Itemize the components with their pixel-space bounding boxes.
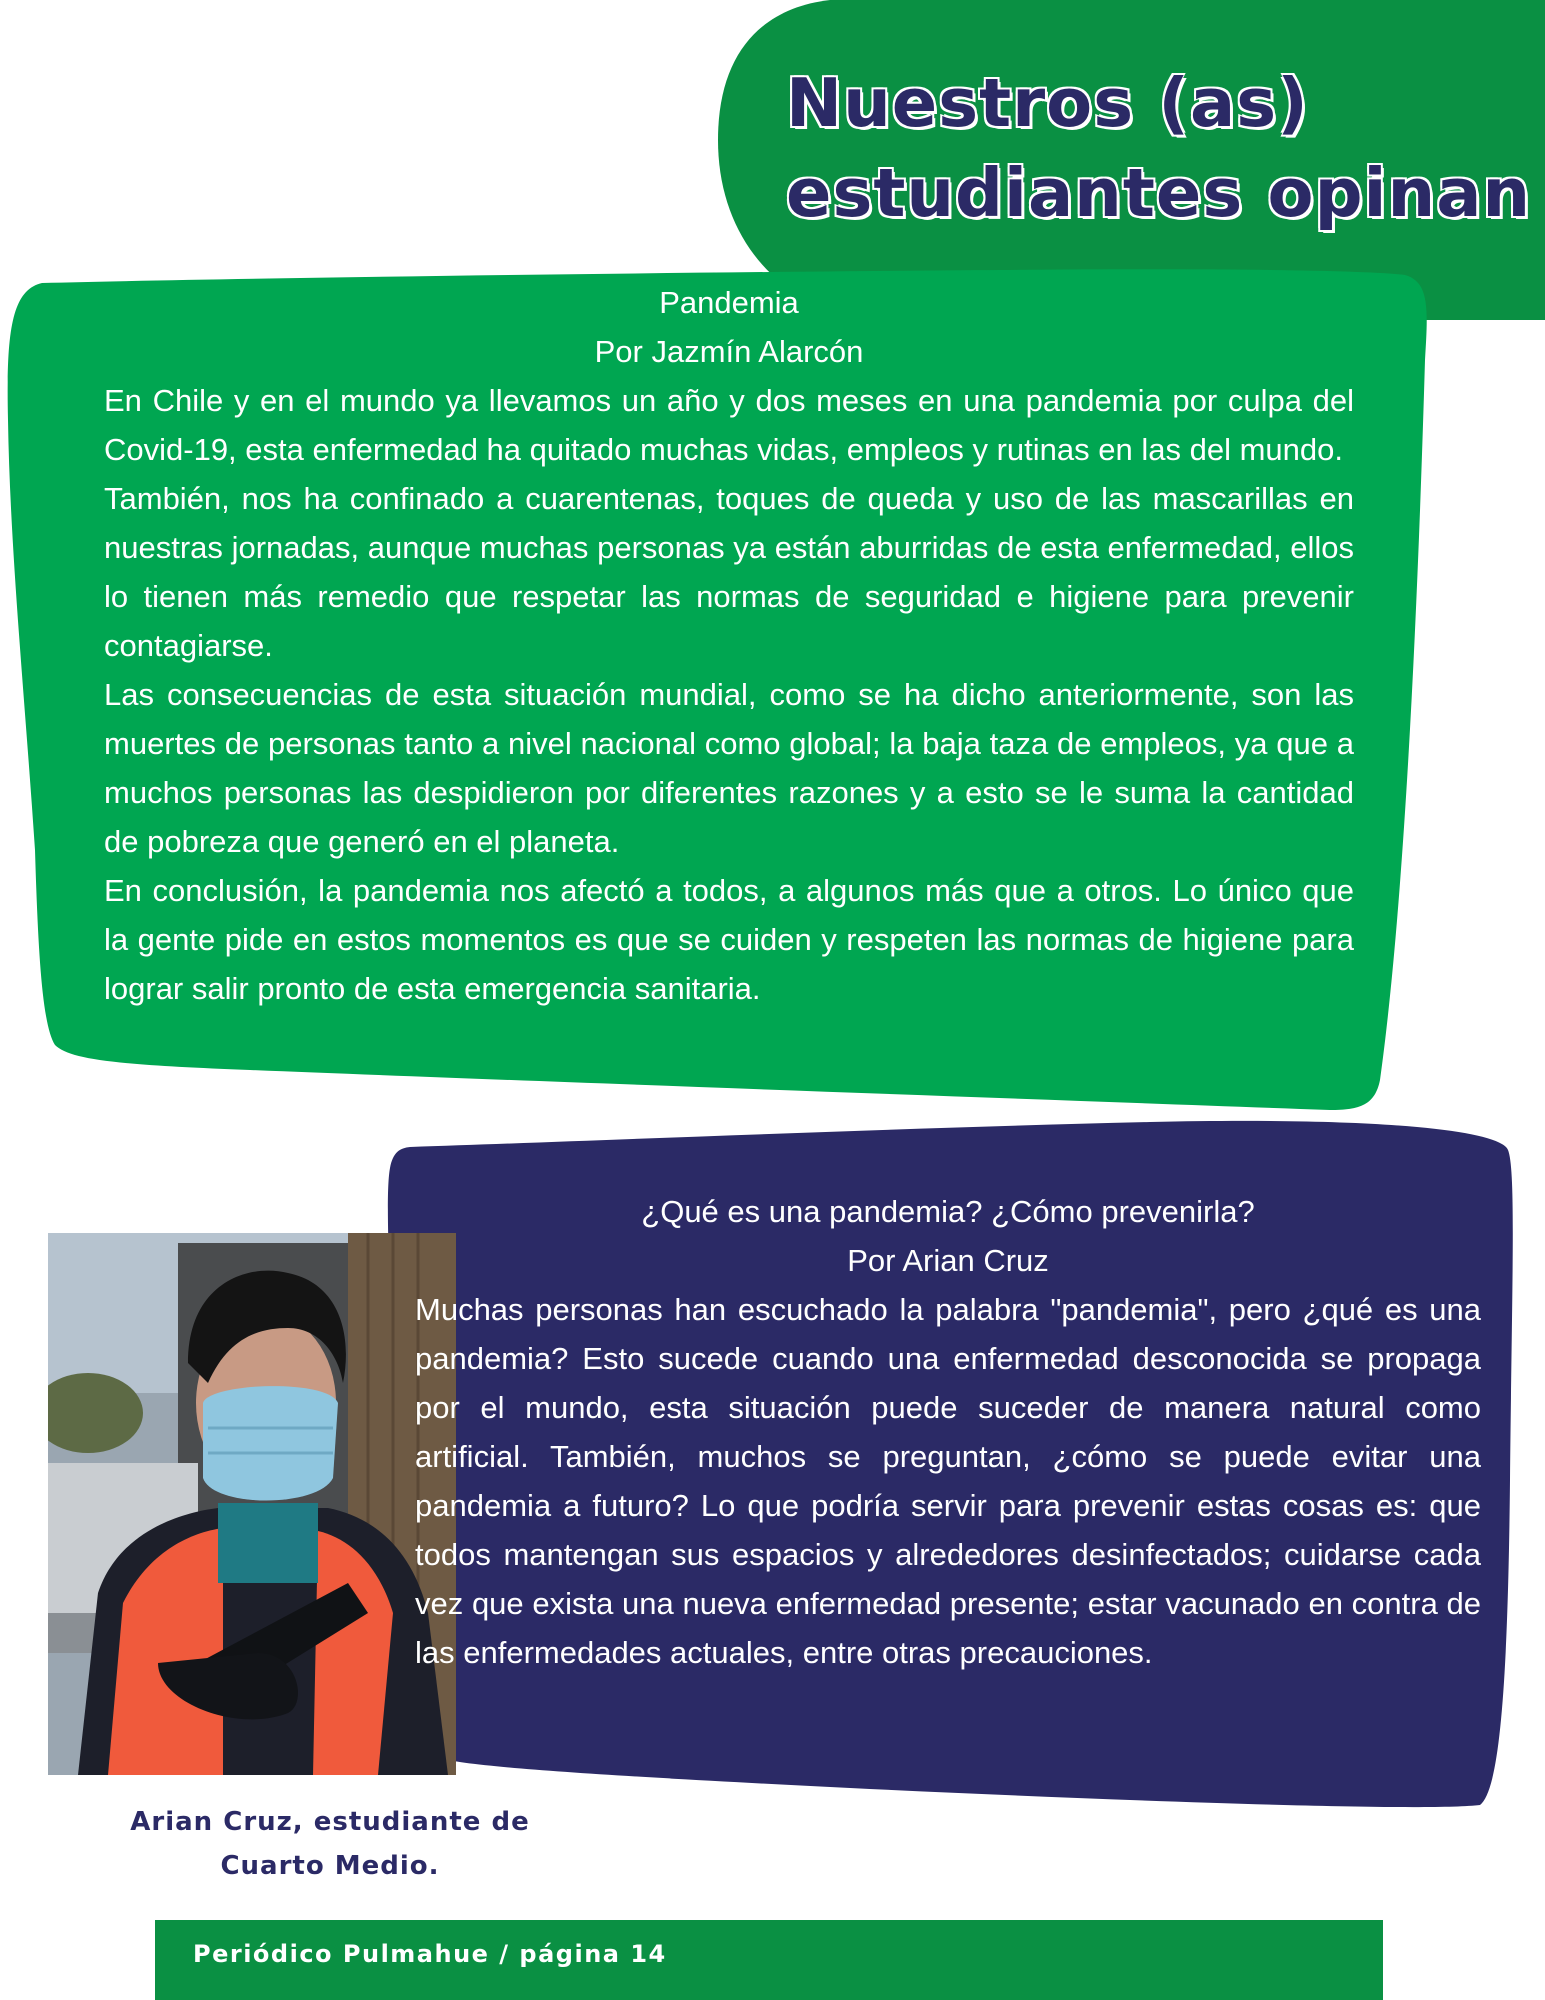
page-title	[786, 58, 1531, 238]
caption-line-1: Arian Cruz, estudiante de	[130, 1807, 530, 1837]
article-paragraph: También, nos ha confinado a cuarentenas, toques de queda y uso de las mascarillas en nuestras jornadas, aunque muchas personas ya están aburridas de esta enfermedad, ellos lo tienen más remedio que respetar las normas de seguridad e higiene para prevenir contagiarse.	[104, 481, 1354, 663]
footer-text: Periódico Pulmahue / página 14	[193, 1940, 667, 1968]
article-title: ¿Qué es una pandemia? ¿Cómo prevenirla?	[641, 1194, 1255, 1229]
caption-line-2: Cuarto Medio.	[220, 1851, 440, 1881]
page-footer	[155, 1920, 1383, 2000]
title-line-2: estudiantes opinan	[786, 154, 1532, 232]
article-byline: Por Arian Cruz	[847, 1243, 1049, 1278]
article-byline: Por Jazmín Alarcón	[594, 334, 864, 369]
article-paragraph: En conclusión, la pandemia nos afectó a todos, a algunos más que a otros. Lo único que la gente pide en estos momentos es que se cuiden y respeten las normas de higiene para lograr salir pronto de esta emergencia sanitaria.	[104, 873, 1354, 1006]
article-paragraph: Muchas personas han escuchado la palabra "pandemia", pero ¿qué es una pandemia? Esto sucede cuando una enfermedad desconocida se propaga por el mundo, esta situación puede suceder de manera natural como artificial. También, muchos se preguntan, ¿cómo se puede evitar una pandemia a futuro? Lo que podría servir para prevenir estas cosas es: que todos mantengan sus espacios y alrededores desinfectados; cuidarse cada vez que exista una nueva enfermedad presente; estar vacunado en contra de las enfermedades actuales, entre otras precauciones.	[415, 1292, 1481, 1670]
title-line-1: Nuestros (as)	[786, 64, 1309, 142]
article-paragraph: En Chile y en el mundo ya llevamos un año y dos meses en una pandemia por culpa del Covid-19, esta enfermedad ha quitado muchas vidas, empleos y rutinas en las del mundo.	[104, 383, 1354, 467]
article-paragraph: Las consecuencias de esta situación mundial, como se ha dicho anteriormente, son las muertes de personas tanto a nivel nacional como global; la baja taza de empleos, ya que a muchos personas las despidieron por diferentes razones y a esto se le suma la cantidad de pobreza que generó en el planeta.	[104, 677, 1354, 859]
photo-caption	[60, 1800, 600, 1888]
student-photo	[48, 1233, 456, 1775]
article-pandemia	[104, 278, 1354, 1013]
article-title: Pandemia	[659, 285, 799, 320]
article-que-es-pandemia	[415, 1187, 1481, 1677]
